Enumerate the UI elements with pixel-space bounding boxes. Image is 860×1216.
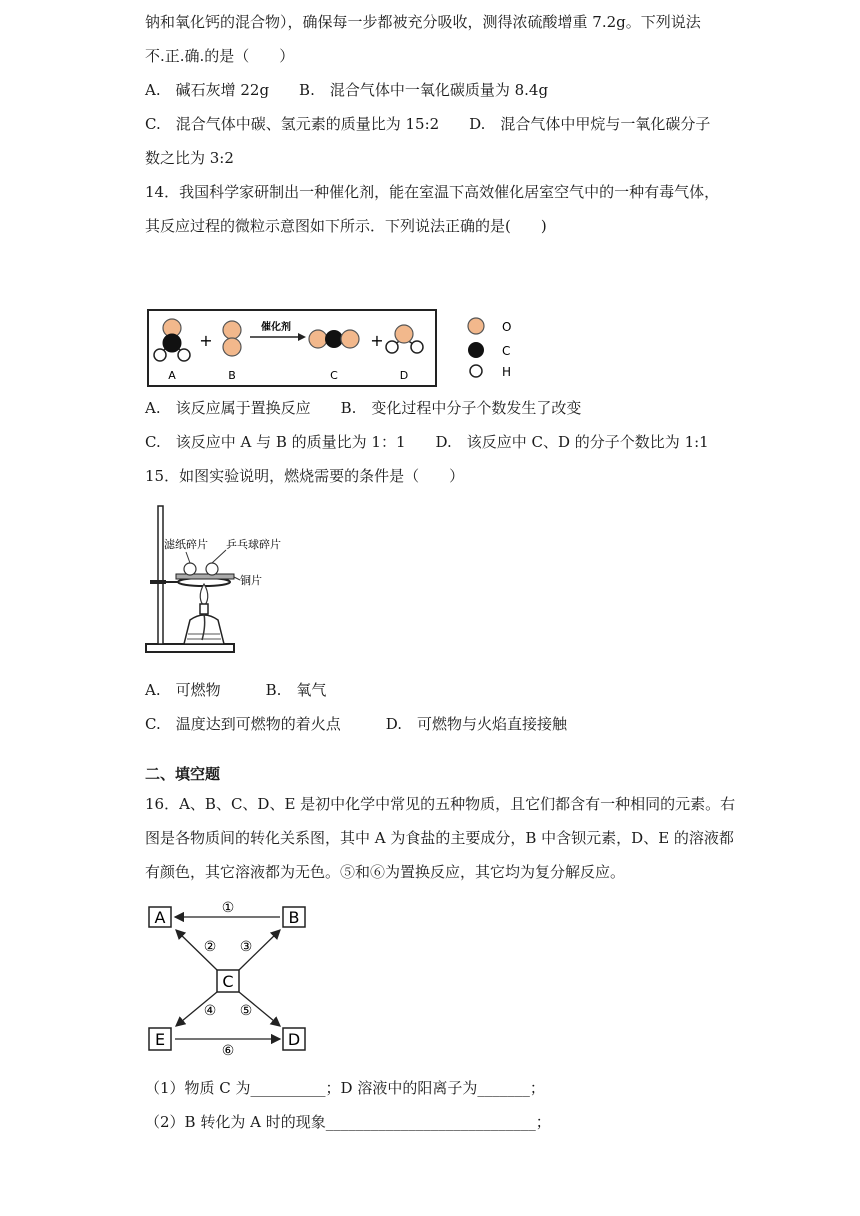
stand-rod [158, 506, 163, 644]
q14-reaction-figure [140, 306, 540, 390]
stand-base [146, 644, 234, 652]
legend-h-icon [470, 365, 482, 377]
molecule-b [223, 321, 241, 356]
node-a-label: A [154, 908, 166, 927]
plus-2: + [370, 331, 384, 350]
q15-option-c-d: C. 温度达到可燃物的着火点 D. 可燃物与火焰直接接触 [145, 715, 567, 733]
q15-line1: 15．如图实验说明，燃烧需要的条件是（ ） [145, 467, 465, 485]
atom-legend [468, 318, 511, 379]
q13-line2: 不.正.确.的是（ ） [145, 47, 295, 65]
q14-line1: 14．我国科学家研制出一种催化剂，能在室温下高效催化居室空气中的一种有毒气体， [145, 183, 720, 201]
molecule-c [309, 330, 359, 348]
molecule-a [154, 319, 190, 361]
label-d: D [399, 369, 409, 382]
flame-icon [200, 584, 208, 606]
arrow-6-label: ⑥ [221, 1043, 235, 1059]
arrow-3-label: ③ [239, 939, 253, 955]
legend-o-icon [468, 318, 484, 334]
arrow-5-label: ⑤ [239, 1003, 253, 1019]
legend-h: H [502, 365, 512, 379]
label-c: C [330, 369, 338, 382]
q15-combustion-figure [140, 500, 300, 660]
plus-1: + [199, 331, 213, 350]
q13-option-c-d: C. 混合气体中碳、氢元素的质量比为 15:2 D. 混合气体中甲烷与一氧化碳分子 [145, 115, 711, 133]
arrow-1-label: ① [221, 900, 235, 916]
reaction-arrow-head [298, 333, 306, 341]
catalyst-label: 催化剂 [261, 322, 291, 333]
q13-option-d-cont: 数之比为 3:2 [145, 149, 234, 167]
legend-c-icon [468, 342, 484, 358]
node-e-label: E [154, 1030, 166, 1049]
q16-line2: 图是各物质间的转化关系图，其中 A 为食盐的主要成分，B 中含钡元素，D、E 的溶液都 [145, 829, 734, 847]
lamp-neck [200, 604, 208, 614]
arrow-4-label: ④ [203, 1003, 217, 1019]
q16-sub1: （1）物质 C 为__________；D 溶液中的阳离子为_______； [145, 1079, 545, 1097]
q16-transformation-diagram [140, 896, 320, 1060]
label-ping-pong: 乒乓球碎片 [226, 538, 281, 551]
q16-line1: 16．A、B、C、D、E 是初中化学中常见的五种物质，且它们都含有一种相同的元素。右 [145, 795, 736, 813]
label-b: B [228, 369, 236, 382]
arrow-2-label: ② [203, 939, 217, 955]
label-copper: 铜片 [240, 574, 262, 587]
q13-option-a-b: A. 碱石灰增 22g B. 混合气体中一氧化碳质量为 8.4g [145, 81, 549, 99]
ping-pong-piece [206, 563, 218, 575]
q14-line2: 其反应过程的微粒示意图如下所示．下列说法正确的是( ) [145, 217, 547, 235]
node-b-label: B [288, 908, 300, 927]
q16-sub2: （2）B 转化为 A 时的现象____________________________； [145, 1113, 551, 1131]
q16-line3: 有颜色，其它溶液都为无色。⑤和⑥为置换反应，其它均为复分解反应。 [145, 863, 626, 881]
label-filter-paper: 滤纸碎片 [164, 538, 208, 551]
label-a: A [168, 369, 176, 382]
legend-o: O [502, 320, 512, 334]
copper-plate [176, 574, 234, 579]
q13-line1: 钠和氧化钙的混合物），确保每一步都被充分吸收，测得浓硫酸增重 7.2g。下列说法 [145, 13, 701, 31]
filter-paper-piece [184, 563, 196, 575]
section-title: 二、填空题 [145, 765, 221, 783]
q15-option-a-b: A. 可燃物 B. 氧气 [145, 681, 327, 699]
node-d-label: D [287, 1030, 301, 1049]
molecule-d [386, 325, 423, 353]
q14-option-c-d: C. 该反应中 A 与 B 的质量比为 1：1 D. 该反应中 C、D 的分子个数比为 1:1 [145, 433, 709, 451]
node-c-label: C [222, 972, 234, 991]
legend-c: C [502, 344, 511, 358]
q14-option-a-b: A. 该反应属于置换反应 B. 变化过程中分子个数发生了改变 [145, 399, 582, 417]
